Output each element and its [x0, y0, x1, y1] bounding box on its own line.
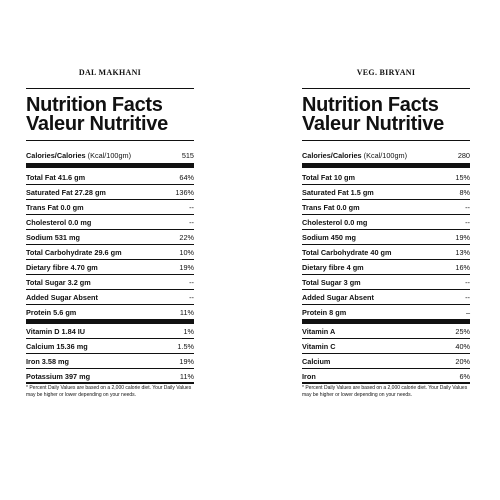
nutrient-label: Added Sugar Absent: [302, 292, 374, 302]
calories-value: 280: [457, 150, 470, 160]
nutrient-label: Dietary fibre 4.70 gm: [26, 262, 98, 272]
nutrient-row: [26, 245, 194, 259]
nutrient-row: [26, 275, 194, 289]
nutrient-row: [302, 290, 470, 304]
nutrient-value: --: [465, 217, 470, 227]
vitamin-value: 1.5%: [177, 341, 194, 351]
nutrient-value: --: [465, 202, 470, 212]
vitamin-row: [302, 324, 470, 338]
nutrient-label: Sodium 531 mg: [26, 232, 80, 242]
title-english: Nutrition Facts: [302, 94, 439, 116]
nutrient-label: Sodium 450 mg: [302, 232, 356, 242]
vitamin-row: [26, 324, 194, 338]
vitamin-row: [26, 339, 194, 353]
vitamin-label: Calcium 15.36 mg: [26, 341, 88, 351]
footnote: * Percent Daily Values are based on a 2,000 calorie diet. Your Daily Values may be higher or lower depending on your needs.: [26, 385, 192, 398]
divider: [26, 140, 194, 141]
divider-thick: [26, 382, 194, 384]
divider-thick: [302, 163, 470, 168]
nutrient-label: Protein 5.6 gm: [26, 307, 77, 317]
vitamin-label: Vitamin A: [302, 326, 336, 336]
calories-value: 515: [181, 150, 194, 160]
nutrient-label: Total Fat 10 gm: [302, 172, 355, 182]
divider-thick: [26, 163, 194, 168]
nutrient-row: [302, 260, 470, 274]
nutrient-label: Total Sugar 3 gm: [302, 277, 361, 287]
calories-label: Calories/Calories: [26, 150, 86, 160]
divider-thick: [302, 382, 470, 384]
nutrient-value: 19%: [455, 232, 470, 242]
panel-title: [302, 96, 470, 134]
calories-row: [26, 148, 194, 162]
nutrient-value: 8%: [459, 187, 470, 197]
vitamin-value: 20%: [455, 356, 470, 366]
vitamin-row: [302, 354, 470, 368]
nutrient-value: --: [189, 292, 194, 302]
nutrient-row: [302, 185, 470, 199]
vitamin-label: Calcium: [302, 356, 331, 366]
nutrient-label: Dietary fibre 4 gm: [302, 262, 364, 272]
nutrient-value: 136%: [175, 187, 194, 197]
nutrient-value: --: [465, 277, 470, 287]
product-name: VEG. BIRYANI: [356, 68, 416, 77]
vitamin-label: Vitamin D 1.84 IU: [26, 326, 86, 336]
calories-label: Calories/Calories: [302, 150, 362, 160]
nutrient-value: 15%: [455, 172, 470, 182]
nutrient-value: 11%: [179, 307, 194, 317]
calories-unit: (Kcal/100gm): [363, 150, 408, 160]
nutrient-label: Total Carbohydrate 40 gm: [302, 247, 392, 257]
nutrient-label: Saturated Fat 27.28 gm: [26, 187, 106, 197]
title-french: Valeur Nutritive: [302, 113, 444, 135]
nutrient-label: Total Sugar 3.2 gm: [26, 277, 91, 287]
nutrient-row: [26, 185, 194, 199]
nutrient-row: [302, 275, 470, 289]
nutrient-value: --: [189, 277, 194, 287]
vitamin-value: 1%: [183, 326, 194, 336]
nutrient-value: 19%: [179, 262, 194, 272]
nutrient-label: Total Carbohydrate 29.6 gm: [26, 247, 122, 257]
nutrient-value: --: [189, 217, 194, 227]
nutrient-row: [26, 170, 194, 184]
divider: [302, 140, 470, 141]
nutrient-row: [26, 200, 194, 214]
nutrient-label: Cholesterol 0.0 mg: [26, 217, 92, 227]
nutrient-row: [302, 305, 470, 319]
vitamin-value: 19%: [179, 356, 194, 366]
nutrient-value: 16%: [455, 262, 470, 272]
title-french: Valeur Nutritive: [26, 113, 168, 135]
nutrient-value: 13%: [455, 247, 470, 257]
nutrient-row: [26, 290, 194, 304]
vitamin-value: 25%: [455, 326, 470, 336]
vitamin-label: Iron: [302, 371, 316, 381]
nutrient-label: Added Sugar Absent: [26, 292, 98, 302]
nutrient-label: Cholesterol 0.0 mg: [302, 217, 368, 227]
calories-unit: (Kcal/100gm): [87, 150, 132, 160]
nutrient-value: –: [465, 307, 470, 317]
vitamin-row: [302, 339, 470, 353]
nutrient-label: Trans Fat 0.0 gm: [302, 202, 360, 212]
footnote: * Percent Daily Values are based on a 2,000 calorie diet. Your Daily Values may be higher or lower depending on your needs.: [302, 385, 468, 398]
vitamin-label: Iron 3.58 mg: [26, 356, 69, 366]
divider: [26, 88, 194, 89]
vitamin-row: [302, 369, 470, 383]
nutrient-value: 22%: [179, 232, 194, 242]
divider: [302, 88, 470, 89]
nutrient-label: Trans Fat 0.0 gm: [26, 202, 84, 212]
nutrient-row: [302, 230, 470, 244]
nutrient-label: Total Fat 41.6 gm: [26, 172, 86, 182]
product-name: DAL MAKHANI: [78, 68, 142, 77]
nutrient-label: Saturated Fat 1.5 gm: [302, 187, 374, 197]
nutrient-row: [26, 260, 194, 274]
nutrient-row: [302, 245, 470, 259]
calories-row: [302, 148, 470, 162]
nutrient-row: [26, 215, 194, 229]
nutrient-label: Protein 8 gm: [302, 307, 347, 317]
nutrient-row: [302, 200, 470, 214]
nutrient-value: --: [189, 202, 194, 212]
nutrient-row: [302, 215, 470, 229]
title-english: Nutrition Facts: [26, 94, 163, 116]
nutrient-value: 64%: [179, 172, 194, 182]
vitamin-label: Potassium 397 mg: [26, 371, 91, 381]
vitamin-label: Vitamin C: [302, 341, 336, 351]
nutrient-row: [26, 305, 194, 319]
vitamin-row: [26, 354, 194, 368]
vitamin-value: 6%: [459, 371, 470, 381]
vitamin-value: 40%: [455, 341, 470, 351]
nutrient-value: --: [465, 292, 470, 302]
nutrient-row: [26, 230, 194, 244]
nutrient-value: 10%: [179, 247, 194, 257]
panel-title: [26, 96, 194, 134]
nutrient-row: [302, 170, 470, 184]
vitamin-value: 11%: [179, 371, 194, 381]
vitamin-row: [26, 369, 194, 383]
